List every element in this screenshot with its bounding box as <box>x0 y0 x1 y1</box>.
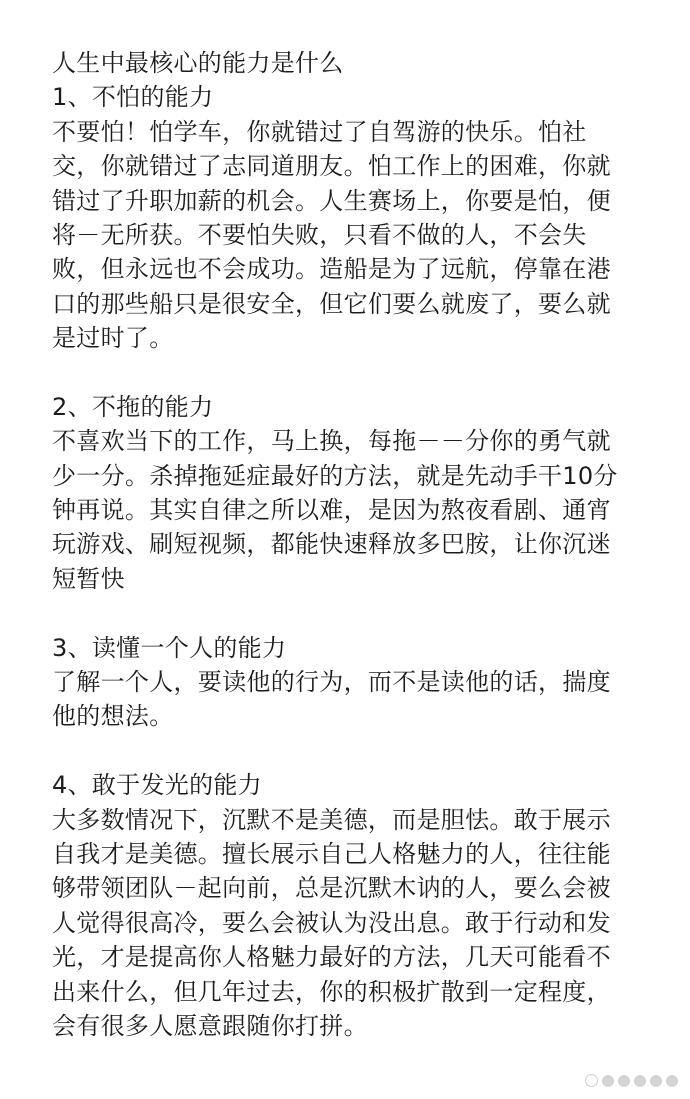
paragraph-line: 少一分。杀掉拖延症最好的方法，就是先动手干10分 <box>52 461 618 490</box>
paragraph-line: 错过了升职加薪的机会。人生赛场上，你要是怕，便 <box>52 186 611 215</box>
paragraph-line: 光，才是提高你人格魅力最好的方法，几天可能看不 <box>52 943 611 972</box>
paragraph-line: 自我才是美德。擅长展示自己人格魅力的人，往往能 <box>52 839 611 868</box>
paragraph-line: 是过时了。 <box>52 324 174 353</box>
paragraph-line: 他的想法。 <box>52 702 174 731</box>
paragraph-line: 玩游戏、刷短视频，都能快速释放多巴胺，让你沉迷 <box>52 530 611 559</box>
paragraph-line: 钟再说。其实自律之所以难，是因为熬夜看剧、通宵 <box>52 496 611 525</box>
watermark-dot-icon <box>650 1075 662 1087</box>
watermark-dot-icon <box>634 1075 646 1087</box>
watermark <box>585 1074 678 1087</box>
paragraph-gap <box>52 734 652 768</box>
section-1-heading: 1、不怕的能力 <box>52 83 214 112</box>
paragraph-line: 短暂快 <box>52 564 125 593</box>
watermark-logo-icon <box>585 1074 598 1087</box>
paragraph-gap <box>52 356 652 390</box>
document-title: 人生中最核心的能力是什么 <box>52 49 344 77</box>
paragraph-line: 出来什么，但几年过去，你的积极扩散到一定程度， <box>52 977 611 1006</box>
section-3-heading: 3、读懂一个人的能力 <box>52 633 287 662</box>
paragraph-line: 够带领团队－起向前，总是沉默木讷的人，要么会被 <box>52 874 611 903</box>
paragraph-gap <box>52 596 652 630</box>
paragraph-line: 人觉得很高冷，要么会被认为没出息。敢于行动和发 <box>52 908 611 937</box>
paragraph-line: 口的那些船只是很安全，但它们要么就废了，要么就 <box>52 289 611 318</box>
paragraph-line: 将－无所获。不要怕失败，只看不做的人，不会失 <box>52 220 587 249</box>
watermark-dot-icon <box>602 1075 614 1087</box>
document-body <box>52 46 652 1043</box>
paragraph-line: 不喜欢当下的工作，马上换，每拖－－分你的勇气就 <box>52 427 611 456</box>
paragraph-line: 败，但永远也不会成功。造船是为了远航，停靠在港 <box>52 255 611 284</box>
section-4-heading: 4、敢于发光的能力 <box>52 771 262 800</box>
paragraph-line: 大多数情况下，沉默不是美德，而是胆怯。敢于展示 <box>52 805 611 834</box>
watermark-dot-icon <box>666 1075 678 1087</box>
section-2-heading: 2、不拖的能力 <box>52 392 214 421</box>
paragraph-line: 不要怕！怕学车，你就错过了自驾游的快乐。怕社 <box>52 117 587 146</box>
paragraph-line: 了解一个人，要读他的行为，而不是读他的话，揣度 <box>52 668 611 697</box>
paragraph-line: 会有很多人愿意跟随你打拼。 <box>52 1011 368 1040</box>
paragraph-line: 交，你就错过了志同道朋友。怕工作上的困难，你就 <box>52 152 611 181</box>
watermark-dot-icon <box>618 1075 630 1087</box>
